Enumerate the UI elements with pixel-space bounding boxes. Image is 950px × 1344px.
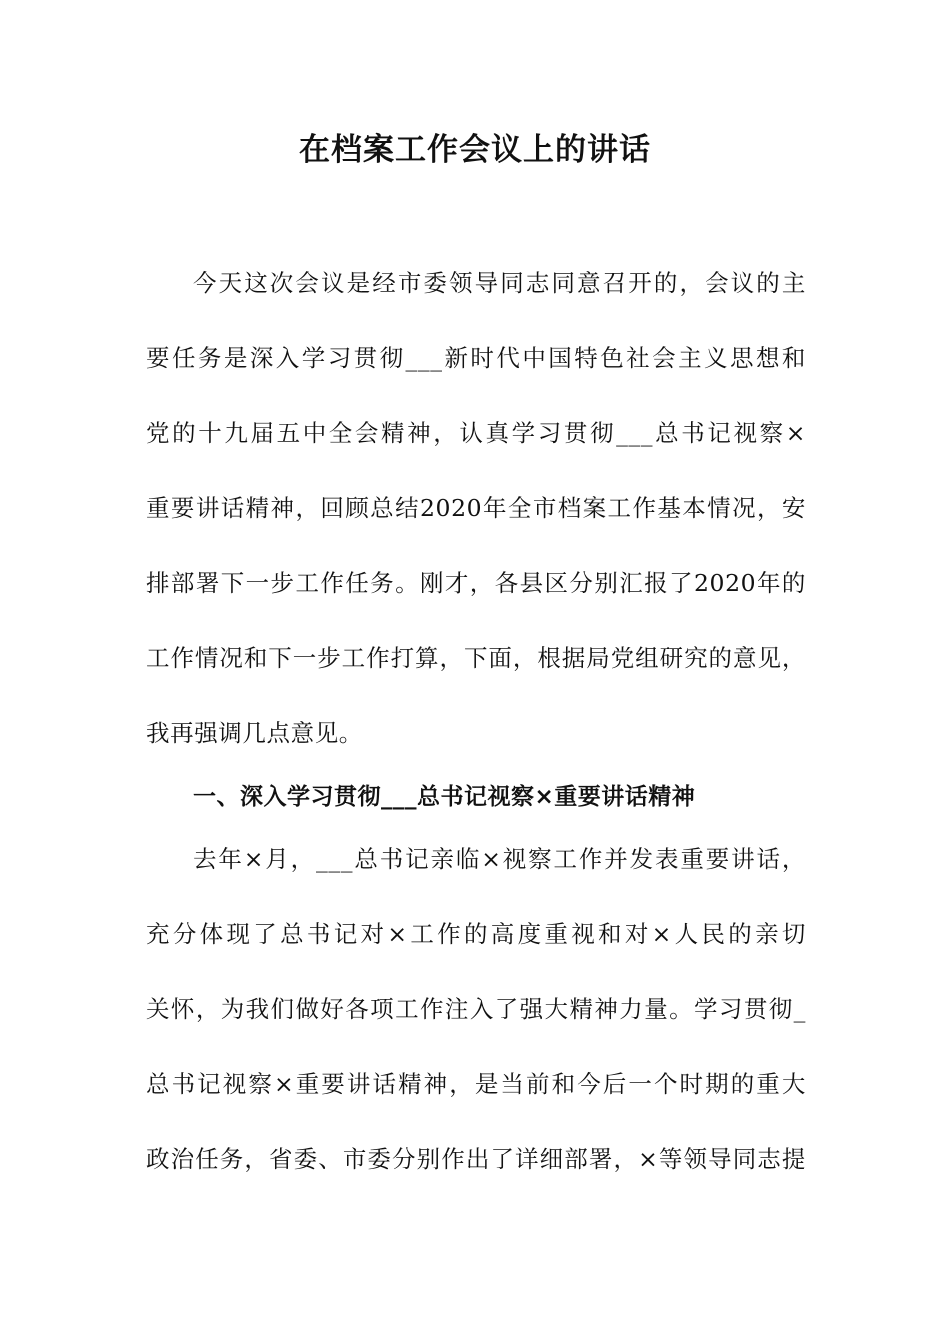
paragraph-line: 政治任务，省委、市委分别作出了详细部署，×等领导同志提: [146, 1145, 806, 1173]
paragraph-line: 重要讲话精神，回顾总结2020年全市档案工作基本情况，安: [146, 494, 806, 522]
paragraph-line: 充分体现了总书记对×工作的高度重视和对×人民的亲切: [146, 920, 806, 948]
paragraph-line: 我再强调几点意见。: [146, 719, 363, 747]
section-heading: 一、深入学习贯彻___总书记视察×重要讲话精神: [193, 784, 696, 810]
paragraph-line: 工作情况和下一步工作打算，下面，根据局党组研究的意见，: [146, 644, 806, 672]
paragraph-line: 总书记视察×重要讲话精神，是当前和今后一个时期的重大: [146, 1070, 806, 1098]
paragraph-line: 今天这次会议是经市委领导同志同意召开的，会议的主: [193, 269, 806, 297]
paragraph-line: 党的十九届五中全会精神，认真学习贯彻___总书记视察×: [146, 419, 806, 447]
document-title: 在档案工作会议上的讲话: [299, 132, 651, 168]
paragraph-line: 排部署下一步工作任务。刚才，各县区分别汇报了2020年的: [146, 569, 806, 597]
paragraph-line: 关怀，为我们做好各项工作注入了强大精神力量。学习贯彻_: [146, 995, 806, 1023]
paragraph-line: 去年×月，___总书记亲临×视察工作并发表重要讲话，: [193, 845, 806, 873]
paragraph-line: 要任务是深入学习贯彻___新时代中国特色社会主义思想和: [146, 344, 806, 372]
